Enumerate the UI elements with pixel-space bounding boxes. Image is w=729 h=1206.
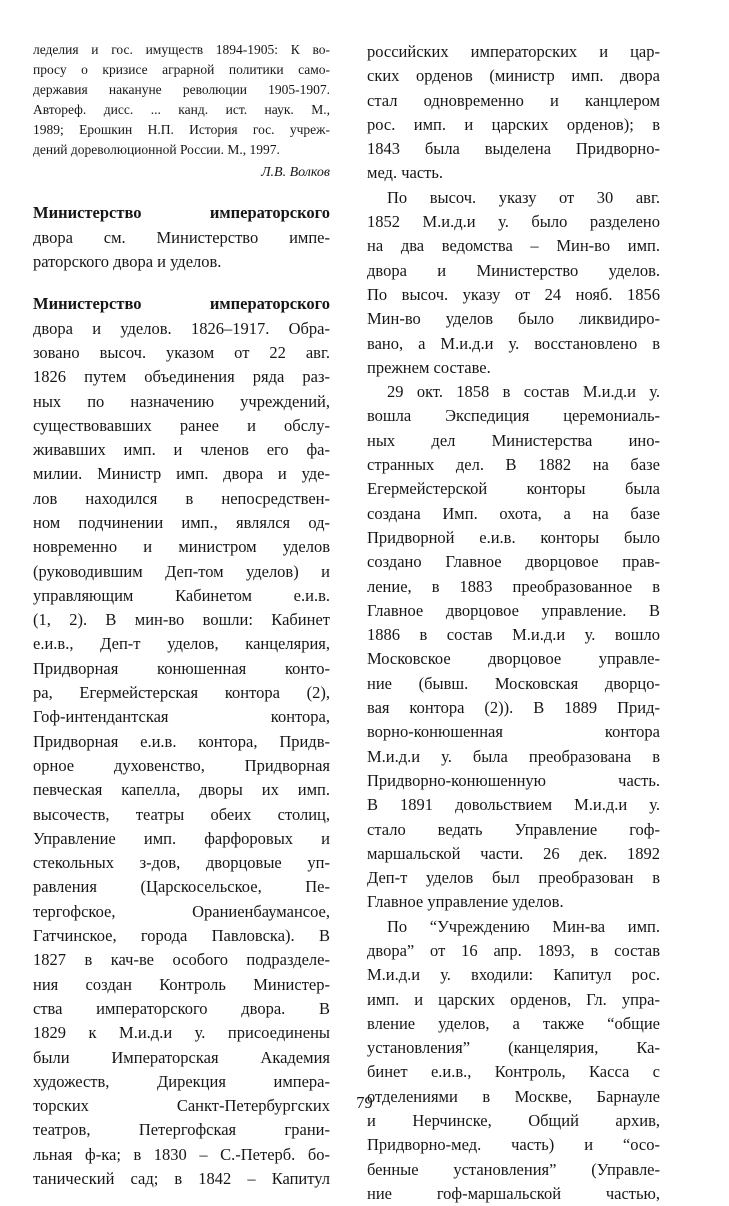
text-line: на два ведомства – Мин-во имп. (367, 236, 660, 256)
text-line: ние гоф-маршальской частью, (367, 1183, 660, 1203)
text-line: М.и.д.и у. входили: Капитул рос. (367, 965, 660, 985)
text-line: установления” (канцелярия, Ка- (367, 1038, 660, 1058)
entry-line: 1829 к М.и.д.и у. присоединены (33, 1023, 330, 1043)
bibliography (33, 40, 330, 159)
entry-line: зовано высоч. указом от 22 авг. (33, 342, 330, 362)
entry-line: живавших имп. и членов его фа- (33, 440, 330, 460)
entry-line: танический сад; в 1842 – Капитул (33, 1169, 330, 1189)
text-line: Придворно-конюшенную часть. (367, 770, 660, 790)
bib-line: 1989; Ерошкин Н.П. История гос. учреж- (33, 121, 330, 137)
left-column (33, 40, 330, 1191)
entry-line: театров, Петергофская грани- (33, 1120, 330, 1140)
text-line: создано Главное дворцовое прав- (367, 552, 660, 572)
page-number: 79 (356, 1093, 373, 1112)
text-line: ных дел Министерства ино- (367, 430, 660, 450)
text-line: отделениями в Москве, Барнауле (367, 1086, 660, 1106)
text-line: Придворной е.и.в. конторы было (367, 527, 660, 547)
text-line: двора и Министерство уделов. (367, 260, 660, 280)
entry-line: двора и уделов. 1826–1917. Обра- (33, 318, 330, 338)
text-line: и Нерчинске, Общий архив, (367, 1111, 660, 1131)
entry-line: Управление имп. фарфоровых и (33, 828, 330, 848)
entry-ministry-court (33, 201, 330, 274)
entry-line: 1826 путем объединения ряда раз- (33, 367, 330, 387)
text-line: мед. часть. (367, 163, 443, 183)
entry-line: раторского двора и уделов. (33, 252, 222, 272)
text-line: Главное управление уделов. (367, 892, 564, 912)
text-line: По “Учреждению Мин-ва имп. (387, 916, 660, 936)
text-line: ских орденов (министр имп. двора (367, 66, 660, 86)
text-line: Мин-во уделов было ликвидиро- (367, 309, 660, 329)
text-line: стало ведать Управление гоф- (367, 819, 660, 839)
entry-line: стекольных з-дов, дворцовые уп- (33, 853, 330, 873)
text-line: Егермейстерской конторы была (367, 479, 660, 499)
text-line: ворно-конюшенная контора (367, 722, 660, 742)
text-line: рос. имп. и царских орденов); в (367, 114, 660, 134)
entry-line: ства императорского двора. В (33, 998, 330, 1018)
entry-line: существовавших ранее и обслу- (33, 415, 330, 435)
text-line: создана Имп. охота, а на базе (367, 503, 660, 523)
text-line: имп. и царских орденов, Гл. упра- (367, 989, 660, 1009)
entry-line: новременно и министром уделов (33, 537, 330, 557)
text-line: странных дел. В 1882 на базе (367, 455, 660, 475)
entry-line: Придворная е.и.в. контора, Придв- (33, 731, 330, 751)
bib-line: державия накануне революции 1905-1907. (33, 81, 330, 97)
text-line: вано, а М.и.д.и у. восстановлено в (367, 333, 660, 353)
entry-line: равления (Царскосельское, Пе- (33, 877, 330, 897)
text-line: По высоч. указу от 30 авг. (387, 187, 660, 207)
text-line: Московское дворцовое управле- (367, 649, 660, 669)
entry-line: торских Санкт-Петербургских (33, 1096, 330, 1116)
entry-line: были Императорская Академия (33, 1047, 330, 1067)
text-line: вая контора (2)). В 1889 Прид- (367, 698, 660, 718)
bib-line: Автореф. дисс. ... канд. ист. наук. М., (33, 101, 330, 117)
entry-line: ния создан Контроль Министер- (33, 974, 330, 994)
text-line: М.и.д.и у. была преобразована в (367, 746, 660, 766)
entry-line: (руководившим Деп-том уделов) и (33, 561, 330, 581)
text-line: вошла Экспедиция церемониаль- (367, 406, 660, 426)
entry-ministry-court-and-appanages (33, 292, 330, 1191)
text-line: Главное дворцовое управление. В (367, 600, 660, 620)
entry-line: высочеств, театры обеих столиц, (33, 804, 330, 824)
author-signature: Л.В. Волков (261, 165, 330, 181)
entry-line: лов находился в непосредствен- (33, 488, 330, 508)
bib-line: леделия и гос. имуществ 1894-1905: К во- (33, 42, 330, 57)
entry-line: (1, 2). В мин-во вошли: Кабинет (33, 610, 330, 630)
entry-line: художеств, Дирекция импера- (33, 1071, 330, 1091)
text-line: 1886 в состав М.и.д.и у. вошло (367, 625, 660, 645)
entry-line: управляющим Кабинетом е.и.в. (33, 585, 330, 605)
text-line: маршальской части. 26 дек. 1892 (367, 843, 660, 863)
entry-line: льная ф-ка; в 1830 – С.-Петерб. бо- (33, 1144, 330, 1164)
text-line: бенные установления” (Управле- (367, 1159, 660, 1179)
entry-line: Гатчинское, города Павловска). В (33, 926, 330, 946)
text-line: Придворно-мед. часть) и “осо- (367, 1135, 660, 1155)
text-line: прежнем составе. (367, 357, 491, 377)
text-line: ние (бывш. Московская дворцо- (367, 673, 660, 693)
text-line: ление, в 1883 преобразованное в (367, 576, 660, 596)
text-line: двора” от 16 апр. 1893, в состав (367, 940, 660, 960)
entry-line: милии. Министр имп. двора и уде- (33, 464, 330, 484)
entry-line: Гоф-интендантская контора, (33, 707, 330, 727)
entry-line: тергофское, Ораниенбаумансое, (33, 901, 330, 921)
entry-line: е.и.в., Деп-т уделов, канцелярия, (33, 634, 330, 654)
entry-line: ных по назначению учреждений, (33, 391, 330, 411)
text-line: 29 окт. 1858 в состав М.и.д.и у. (387, 382, 660, 402)
entry-line: орное духовенство, Придворная (33, 755, 330, 775)
text-line: российских императорских и цар- (367, 42, 660, 61)
entry-line: Придворная конюшенная конто- (33, 658, 330, 678)
text-line: 1843 была выделена Придворно- (367, 139, 660, 159)
entry-line: двора см. Министерство импе- (33, 227, 330, 247)
right-column (367, 40, 660, 1206)
entry-title: Министерство императорского (33, 294, 330, 314)
bib-line: дений дореволюционной России. М., 1997. (33, 141, 280, 157)
bib-line: просу о кризисе аграрной политики само- (33, 61, 330, 77)
entry-line: ра, Егермейстерская контора (2), (33, 683, 330, 703)
text-line: бинет е.и.в., Контроль, Касса с (367, 1062, 660, 1082)
entry-line: певческая капелла, дворы их имп. (33, 780, 330, 800)
text-line: По высоч. указу от 24 нояб. 1856 (367, 284, 660, 304)
entry-line: 1827 в кач-ве особого подразделе- (33, 950, 330, 970)
text-line: стал одновременно и канцлером (367, 90, 660, 110)
text-line: 1852 М.и.д.и у. было разделено (367, 212, 660, 232)
text-line: В 1891 довольствием М.и.д.и у. (367, 795, 660, 815)
entry-line: ном подчинении имп., являлся од- (33, 513, 330, 532)
entry-title: Министерство императорского (33, 203, 330, 223)
text-line: вление уделов, а также “общие (367, 1013, 660, 1033)
text-line: Деп-т уделов был преобразован в (367, 868, 660, 888)
